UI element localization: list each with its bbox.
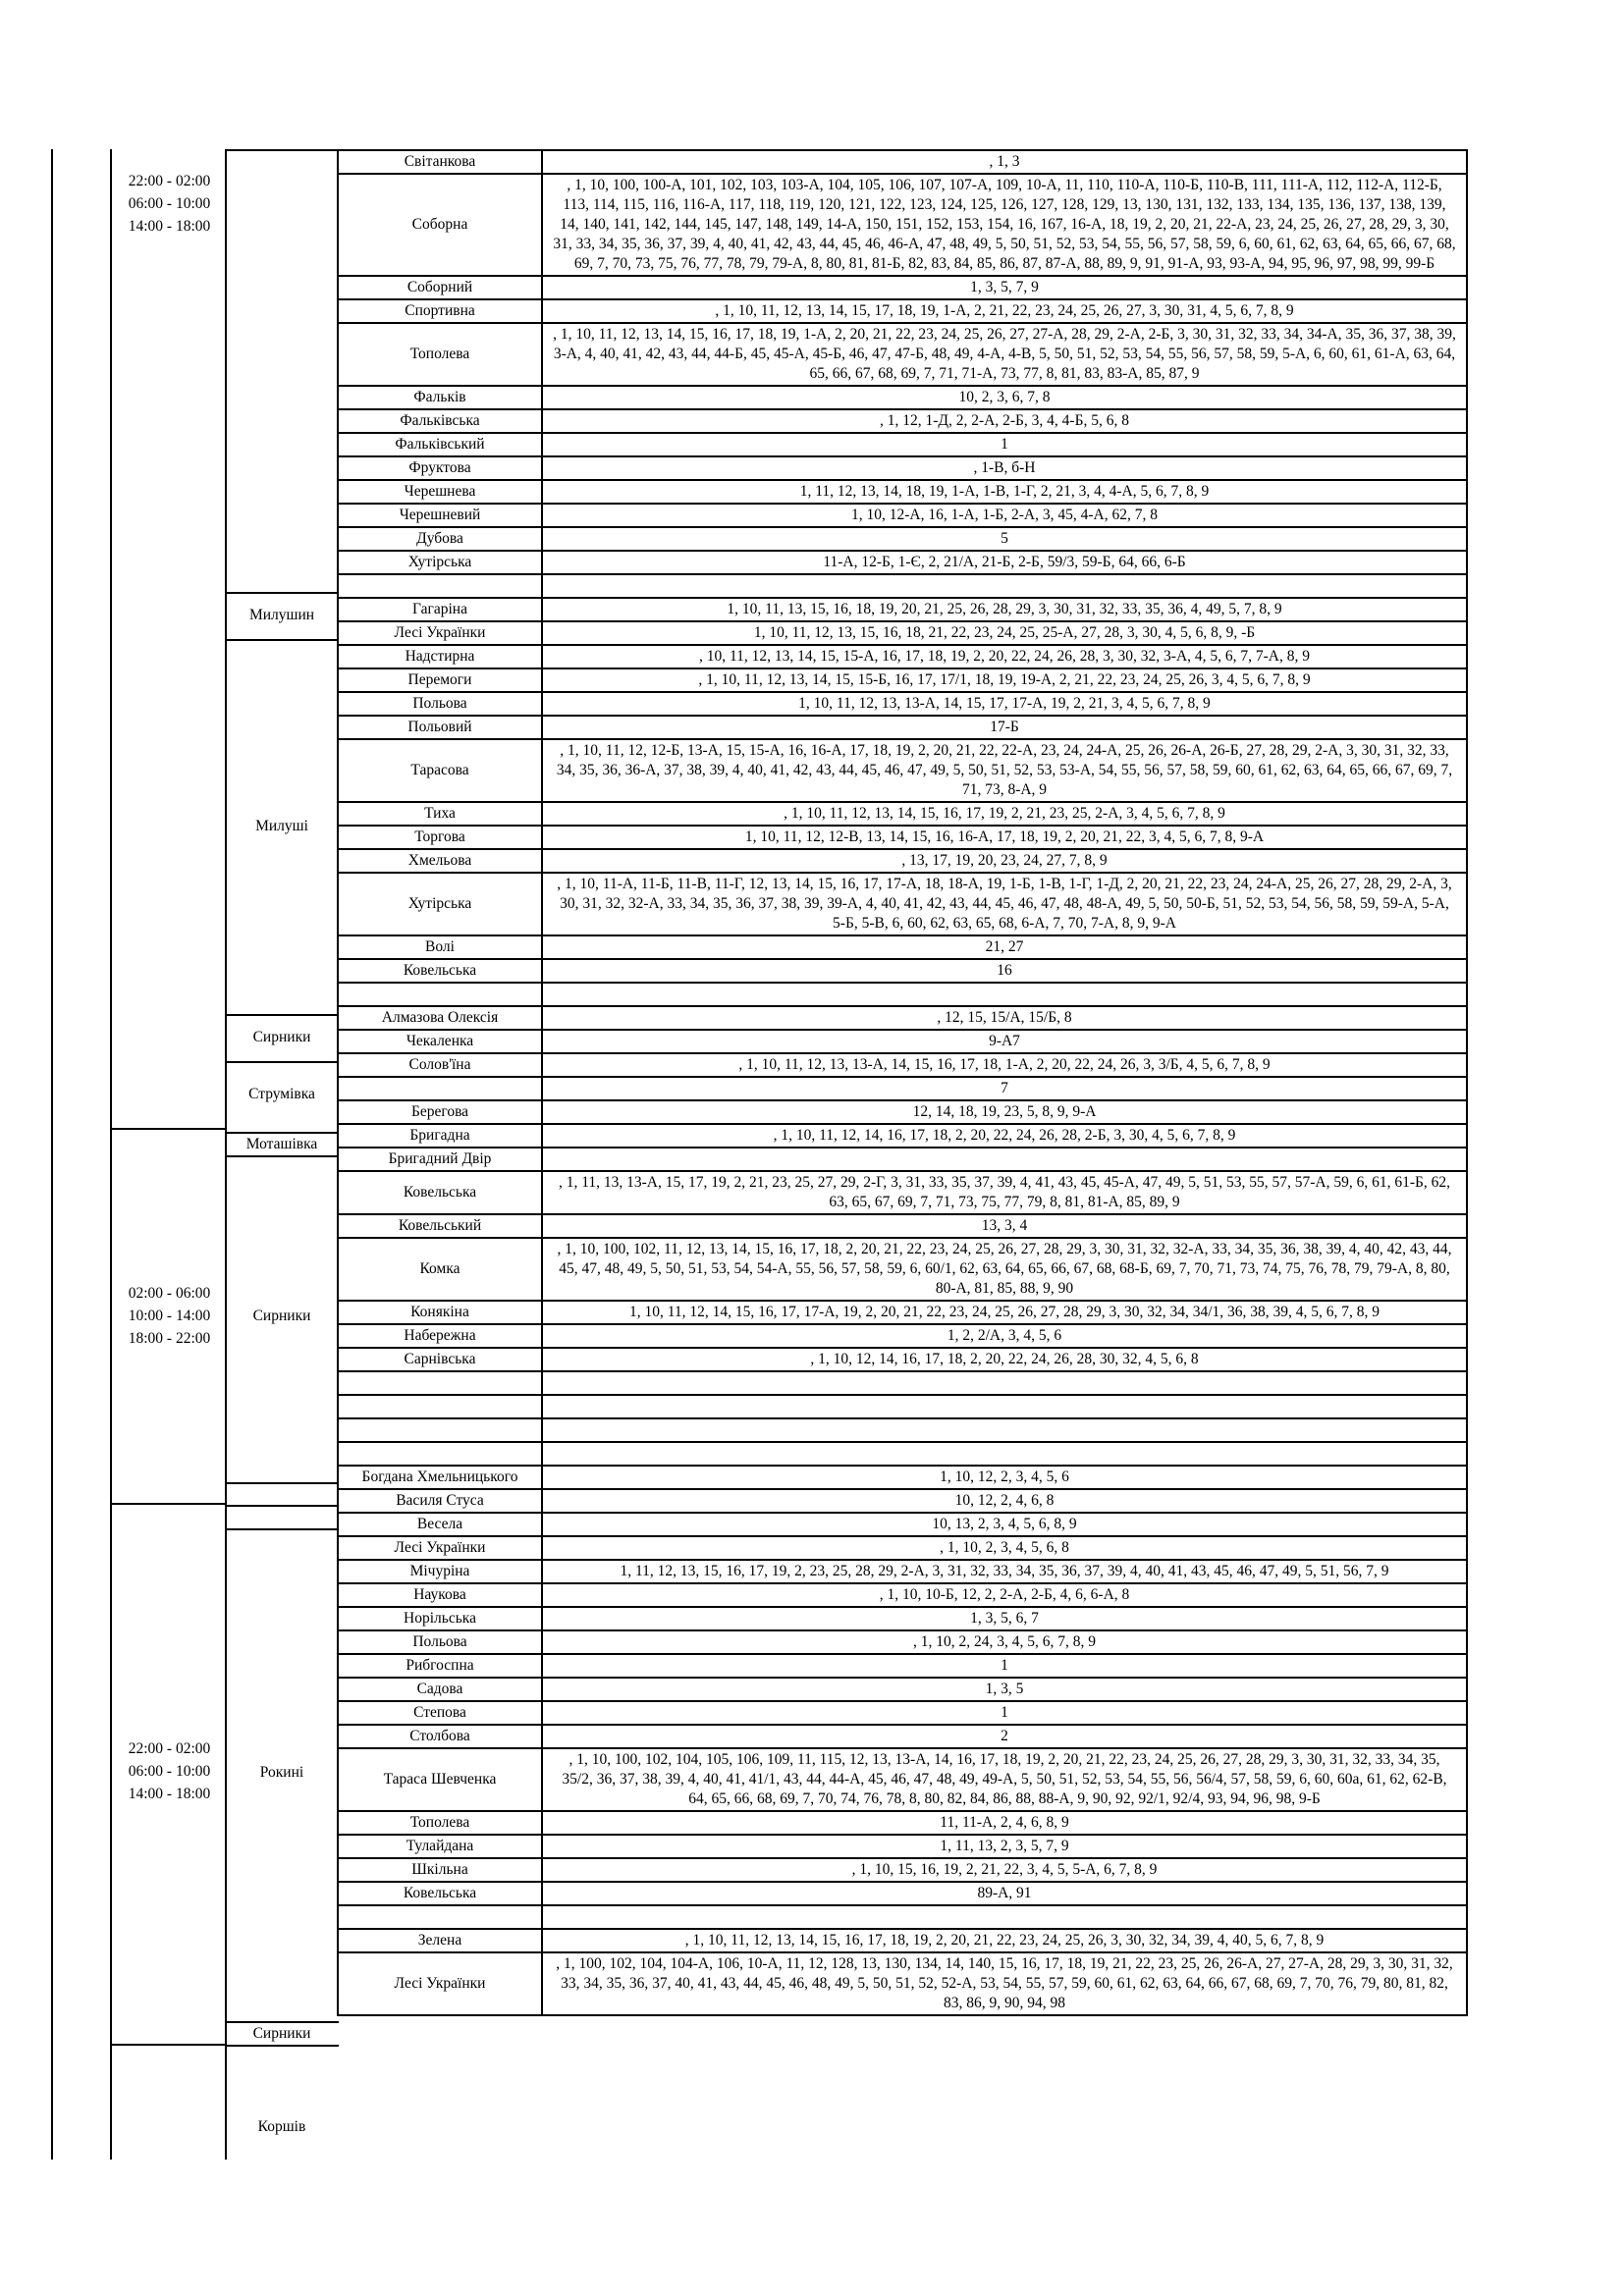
table-row xyxy=(338,739,1467,802)
houses-cell: 1, 10, 11, 13, 15, 16, 18, 19, 20, 21, 25, 26, 28, 29, 3, 30, 31, 32, 33, 35, 36, 4, 49, 5, 7, 8, 9 xyxy=(542,598,1467,621)
table-row xyxy=(338,849,1467,873)
settlement-label: Струмівка xyxy=(248,1086,315,1102)
table-row xyxy=(338,1124,1467,1148)
table-row xyxy=(338,1053,1467,1077)
houses-cell: , 1, 10, 100, 102, 104, 105, 106, 109, 11, 115, 12, 13, 13-А, 14, 16, 17, 18, 19, 2, 20, 21, 22, 23, 24, 25, 26, 27, 28, 29, 3, 30, 31, 32, 33, 34, 35, 35/2, 36, 37, 38, 39, 4, 40, 41, 41/1, 43, 44, 44-А, 45, 46, 47, 48, 49, 49-А, 5, 50, 51, 52, 53, 54, 55, 56, 56/4, 57, 58, 59, 6, 60, 60а, 61, 62, 62-В, 64, 65, 66, 68, 69, 7, 70, 74, 76, 78, 8, 80, 82, 84, 86, 88, 88-А, 9, 90, 92, 92/1, 92/4, 93, 94, 96, 98, 9-Б xyxy=(542,1748,1467,1811)
table-row xyxy=(338,959,1467,983)
time-slot-3: 22:00 - 02:00 06:00 - 10:00 14:00 - 18:00 xyxy=(128,1740,211,1802)
table-row xyxy=(338,1466,1467,1489)
houses-cell: 1, 3, 5, 6, 7 xyxy=(542,1607,1467,1630)
table-row xyxy=(338,386,1467,409)
street-cell: Ковельська xyxy=(338,1882,542,1905)
houses-cell: , 1, 10, 11, 12, 13, 14, 15, 16, 17, 19, 2, 21, 23, 25, 2-А, 3, 4, 5, 6, 7, 8, 9 xyxy=(542,802,1467,826)
table-row xyxy=(338,692,1467,716)
houses-cell: , 1, 10, 15, 16, 19, 2, 21, 22, 3, 4, 5, 5-А, 6, 7, 8, 9 xyxy=(542,1858,1467,1882)
table-row xyxy=(338,802,1467,826)
table-row xyxy=(338,551,1467,574)
houses-cell: 11, 11-А, 2, 4, 6, 8, 9 xyxy=(542,1811,1467,1835)
houses-cell: 21, 27 xyxy=(542,935,1467,959)
table-row xyxy=(338,1583,1467,1607)
table-row xyxy=(338,1395,1467,1418)
table-row xyxy=(338,1607,1467,1630)
street-cell: Хутірська xyxy=(338,551,542,574)
group-separator-3 xyxy=(110,2044,227,2046)
table-row xyxy=(338,1513,1467,1536)
houses-cell: 1, 11, 12, 13, 14, 18, 19, 1-А, 1-В, 1-Г, 2, 21, 3, 4, 4-А, 5, 6, 7, 8, 9 xyxy=(542,480,1467,504)
street-cell: Польова xyxy=(338,692,542,716)
street-cell: Тарасова xyxy=(338,739,542,802)
street-cell: Дубова xyxy=(338,527,542,551)
street-cell: Лесі Українки xyxy=(338,1536,542,1560)
street-cell xyxy=(338,1905,542,1929)
loc-sep xyxy=(225,1155,339,1157)
group-left-line xyxy=(110,149,112,2160)
houses-cell: , 1, 10, 2, 3, 4, 5, 6, 8 xyxy=(542,1536,1467,1560)
houses-cell: , 1, 3 xyxy=(542,150,1467,174)
table-row xyxy=(338,1301,1467,1324)
houses-cell: 5 xyxy=(542,527,1467,551)
houses-cell: , 1, 10, 10-Б, 12, 2, 2-А, 2-Б, 4, 6, 6-А, 8 xyxy=(542,1583,1467,1607)
loc-sep xyxy=(225,149,339,151)
houses-cell: 1 xyxy=(542,1701,1467,1725)
houses-cell: 1, 10, 11, 12, 12-В, 13, 14, 15, 16, 16-А, 17, 18, 19, 2, 20, 21, 22, 3, 4, 5, 6, 7, 8, 9-А xyxy=(542,826,1467,849)
table-row xyxy=(338,983,1467,1006)
street-cell: Тиха xyxy=(338,802,542,826)
houses-cell: 11-А, 12-Б, 1-Є, 2, 21/А, 21-Б, 2-Б, 59/3, 59-Б, 64, 66, 6-Б xyxy=(542,551,1467,574)
table-row xyxy=(338,1811,1467,1835)
loc-sep xyxy=(225,1061,339,1063)
houses-cell: 10, 13, 2, 3, 4, 5, 6, 8, 9 xyxy=(542,1513,1467,1536)
houses-cell: 17-Б xyxy=(542,716,1467,739)
houses-cell: , 1, 12, 1-Д, 2, 2-А, 2-Б, 3, 4, 4-Б, 5, 6, 8 xyxy=(542,409,1467,433)
settlement-label: Коршів xyxy=(257,2118,306,2135)
street-cell: Надстирна xyxy=(338,645,542,668)
table-row xyxy=(338,935,1467,959)
table-row xyxy=(338,1748,1467,1811)
street-cell: Сарнівська xyxy=(338,1348,542,1371)
street-cell xyxy=(338,983,542,1006)
street-cell: Світанкова xyxy=(338,150,542,174)
houses-cell: 16 xyxy=(542,959,1467,983)
houses-cell: , 1-В, б-Н xyxy=(542,456,1467,480)
houses-cell: 1, 10, 11, 12, 14, 15, 16, 17, 17-А, 19, 2, 20, 21, 22, 23, 24, 25, 26, 27, 28, 29, 3, 30, 32, 34, 34/1, 36, 38, 39, 4, 5, 6, 7, 8, 9 xyxy=(542,1301,1467,1324)
street-cell: Садова xyxy=(338,1678,542,1701)
table-row xyxy=(338,1006,1467,1030)
table-row xyxy=(338,409,1467,433)
street-cell: Весела xyxy=(338,1513,542,1536)
settlement-label: Милушин xyxy=(248,607,315,623)
houses-cell xyxy=(542,1418,1467,1442)
street-cell: Рибгоспна xyxy=(338,1654,542,1678)
table-row xyxy=(338,1238,1467,1301)
street-cell: Комка xyxy=(338,1238,542,1301)
street-cell: Торгова xyxy=(338,826,542,849)
table-row xyxy=(338,323,1467,386)
street-cell: Соборний xyxy=(338,276,542,299)
table-row xyxy=(338,1442,1467,1466)
houses-cell: , 1, 10, 12, 14, 16, 17, 18, 2, 20, 22, 24, 26, 28, 30, 32, 4, 5, 6, 8 xyxy=(542,1348,1467,1371)
houses-cell: 1, 11, 13, 2, 3, 5, 7, 9 xyxy=(542,1835,1467,1858)
houses-cell: 89-А, 91 xyxy=(542,1882,1467,1905)
street-cell: Фруктова xyxy=(338,456,542,480)
houses-cell: 10, 2, 3, 6, 7, 8 xyxy=(542,386,1467,409)
street-cell: Солов'їна xyxy=(338,1053,542,1077)
street-cell: Шкільна xyxy=(338,1858,542,1882)
street-cell: Ковельська xyxy=(338,1171,542,1214)
houses-cell: , 13, 17, 19, 20, 23, 24, 27, 7, 8, 9 xyxy=(542,849,1467,873)
houses-cell: 1, 2, 2/А, 3, 4, 5, 6 xyxy=(542,1324,1467,1348)
table-row xyxy=(338,480,1467,504)
table-row xyxy=(338,1701,1467,1725)
houses-cell xyxy=(542,1395,1467,1418)
street-cell: Набережна xyxy=(338,1324,542,1348)
houses-cell: 1, 10, 12-А, 16, 1-А, 1-Б, 2-А, 3, 45, 4-А, 62, 7, 8 xyxy=(542,504,1467,527)
table-row xyxy=(338,1536,1467,1560)
houses-cell: 10, 12, 2, 4, 6, 8 xyxy=(542,1489,1467,1513)
loc-sep xyxy=(225,592,339,594)
houses-cell: , 1, 10, 11, 12, 14, 16, 17, 18, 2, 20, 22, 24, 26, 28, 2-Б, 3, 30, 4, 5, 6, 7, 8, 9 xyxy=(542,1124,1467,1148)
group-separator-1 xyxy=(110,1128,227,1130)
table-row xyxy=(338,1214,1467,1238)
street-cell xyxy=(338,574,542,598)
houses-cell: , 1, 10, 11, 12, 12-Б, 13-А, 15, 15-А, 16, 16-А, 17, 18, 19, 2, 20, 21, 22, 22-А, 23, 24, 24-А, 25, 26, 26-А, 26-Б, 27, 28, 29, 2-А, 3, 30, 31, 32, 33, 34, 35, 36, 36-А, 37, 38, 39, 4, 40, 41, 42, 43, 44, 45, 46, 47, 49, 5, 50, 51, 52, 53, 53-А, 54, 55, 56, 57, 58, 59, 60, 61, 62, 63, 64, 65, 66, 67, 69, 7, 71, 73, 8-А, 9 xyxy=(542,739,1467,802)
table-row xyxy=(338,1100,1467,1124)
settlement-label: Сирники xyxy=(252,2025,311,2042)
table-row xyxy=(338,433,1467,456)
houses-cell: 1, 10, 12, 2, 3, 4, 5, 6 xyxy=(542,1466,1467,1489)
houses-cell xyxy=(542,1442,1467,1466)
street-cell xyxy=(338,1395,542,1418)
street-cell: Польова xyxy=(338,1630,542,1654)
houses-cell: 12, 14, 18, 19, 23, 5, 8, 9, 9-А xyxy=(542,1100,1467,1124)
group-separator-2 xyxy=(110,1503,227,1505)
street-cell: Хутірська xyxy=(338,873,542,935)
houses-cell: , 1, 10, 11, 12, 13, 13-А, 14, 15, 16, 17, 18, 1-А, 2, 20, 22, 24, 26, 3, 3/Б, 4, 5, 6, 7, 8, 9 xyxy=(542,1053,1467,1077)
street-cell: Бригадна xyxy=(338,1124,542,1148)
loc-sep xyxy=(225,639,339,641)
table-row xyxy=(338,1725,1467,1748)
time-slot-1: 22:00 - 02:00 06:00 - 10:00 14:00 - 18:00 xyxy=(128,173,211,235)
houses-cell: , 1, 10, 11, 12, 13, 14, 15, 16, 17, 18, 19, 2, 20, 21, 22, 23, 24, 25, 26, 3, 30, 32, 34, 39, 4, 40, 5, 6, 7, 8, 9 xyxy=(542,1929,1467,1952)
houses-cell: , 1, 10, 11, 12, 13, 14, 15, 15-Б, 16, 17, 17/1, 18, 19, 19-А, 2, 21, 22, 23, 24, 25, 26, 3, 4, 5, 6, 7, 8, 9 xyxy=(542,668,1467,692)
street-cell: Василя Стуса xyxy=(338,1489,542,1513)
houses-cell: , 10, 11, 12, 13, 14, 15, 15-А, 16, 17, 18, 19, 2, 20, 22, 24, 26, 28, 3, 30, 32, 3-А, 4, 5, 6, 7, 7-А, 8, 9 xyxy=(542,645,1467,668)
settlement-label: Моташівка xyxy=(245,1136,318,1152)
settlement-label: Сирники xyxy=(252,1029,311,1045)
houses-cell: , 1, 10, 2, 24, 3, 4, 5, 6, 7, 8, 9 xyxy=(542,1630,1467,1654)
houses-cell: , 1, 10, 100, 100-А, 101, 102, 103, 103-А, 104, 105, 106, 107, 107-А, 109, 10-А, 11, 110, 110-А, 110-Б, 110-В, 111, 111-А, 112, 112-А, 112-Б, 113, 114, 115, 116, 116-А, 117, 118, 119, 120, 121, 122, 123, 124, 125, 126, 127, 128, 129, 13, 130, 131, 132, 133, 134, 135, 136, 137, 138, 139, 14, 140, 141, 142, 144, 145, 147, 148, 149, 14-А, 150, 151, 152, 153, 154, 16, 167, 16-А, 18, 19, 2, 20, 21, 22-А, 23, 24, 25, 26, 27, 28, 29, 3, 30, 31, 33, 34, 35, 36, 37, 39, 4, 40, 41, 42, 43, 44, 45, 46, 46-А, 47, 48, 49, 5, 50, 51, 52, 53, 54, 55, 56, 57, 58, 59, 6, 60, 61, 62, 63, 64, 65, 66, 67, 68, 69, 7, 70, 73, 75, 76, 77, 78, 79, 79-А, 8, 80, 81, 81-Б, 82, 83, 84, 85, 86, 87, 87-А, 88, 89, 9, 91, 91-А, 93, 93-А, 94, 95, 96, 97, 98, 99, 99-Б xyxy=(542,174,1467,276)
table-row xyxy=(338,1077,1467,1100)
houses-cell: 13, 3, 4 xyxy=(542,1214,1467,1238)
loc-sep xyxy=(225,1482,339,1484)
table-row xyxy=(338,174,1467,276)
table-row xyxy=(338,299,1467,323)
houses-cell: , 1, 10, 11-А, 11-Б, 11-В, 11-Г, 12, 13, 14, 15, 16, 17, 17-А, 18, 18-А, 19, 1-Б, 1-В, 1-Г, 1-Д, 2, 20, 21, 22, 23, 24, 24-А, 25, 26, 27, 28, 29, 2-А, 3, 30, 31, 32, 32-А, 33, 34, 35, 36, 37, 38, 39, 39-А, 4, 40, 41, 42, 43, 44, 45, 46, 47, 48, 48-А, 49, 5, 50, 50-Б, 51, 52, 53, 54, 56, 58, 59, 59-А, 5-А, 5-Б, 5-В, 6, 60, 62, 63, 65, 68, 6-А, 7, 70, 7-А, 8, 9, 9-А xyxy=(542,873,1467,935)
table-row xyxy=(338,1678,1467,1701)
street-cell: Мічуріна xyxy=(338,1560,542,1583)
street-cell: Соборна xyxy=(338,174,542,276)
houses-cell xyxy=(542,1148,1467,1171)
table-row xyxy=(338,826,1467,849)
street-cell: Ковельський xyxy=(338,1214,542,1238)
houses-cell: 1, 10, 11, 12, 13, 15, 16, 18, 21, 22, 23, 24, 25, 25-А, 27, 28, 3, 30, 4, 5, 6, 8, 9, -Б xyxy=(542,621,1467,645)
table-row xyxy=(338,1882,1467,1905)
table-row xyxy=(338,1324,1467,1348)
table-row xyxy=(338,1654,1467,1678)
street-cell: Тополева xyxy=(338,323,542,386)
table-row xyxy=(338,456,1467,480)
street-cell: Степова xyxy=(338,1701,542,1725)
street-cell xyxy=(338,1371,542,1395)
settlement-label: Сирники xyxy=(252,1308,311,1324)
street-cell: Черешневий xyxy=(338,504,542,527)
street-cell: Тополева xyxy=(338,1811,542,1835)
loc-sep xyxy=(225,1528,339,1530)
houses-cell: , 1, 10, 11, 12, 13, 14, 15, 16, 17, 18, 19, 1-А, 2, 20, 21, 22, 23, 24, 25, 26, 27, 27-А, 28, 29, 2-А, 2-Б, 3, 30, 31, 32, 33, 34, 34-А, 35, 36, 37, 38, 39, 3-А, 4, 40, 41, 42, 43, 44, 44-Б, 45, 45-А, 45-Б, 46, 47, 47-Б, 48, 49, 4-А, 4-В, 5, 50, 51, 52, 53, 54, 55, 56, 57, 58, 59, 5-А, 6, 60, 61, 61-А, 63, 64, 65, 66, 67, 68, 69, 7, 71, 71-А, 73, 77, 8, 81, 83, 83-А, 85, 87, 9 xyxy=(542,323,1467,386)
houses-cell: 1 xyxy=(542,433,1467,456)
houses-cell: 2 xyxy=(542,1725,1467,1748)
houses-cell: 1 xyxy=(542,1654,1467,1678)
loc-sep xyxy=(225,1505,339,1507)
street-cell: Тараса Шевченка xyxy=(338,1748,542,1811)
houses-cell: , 1, 100, 102, 104, 104-А, 106, 10-А, 11, 12, 128, 13, 130, 134, 14, 140, 15, 16, 17, 18, 19, 21, 22, 23, 25, 26, 26-А, 27, 27-А, 28, 29, 3, 30, 31, 32, 33, 34, 35, 36, 37, 40, 41, 43, 44, 45, 46, 48, 49, 5, 50, 51, 52, 52-А, 53, 54, 55, 57, 59, 60, 61, 62, 63, 64, 66, 67, 68, 69, 7, 70, 76, 79, 80, 81, 82, 83, 86, 9, 90, 94, 98 xyxy=(542,1952,1467,2015)
street-cell: Наукова xyxy=(338,1583,542,1607)
street-cell: Спортивна xyxy=(338,299,542,323)
table-row xyxy=(338,527,1467,551)
table-row xyxy=(338,1418,1467,1442)
houses-cell xyxy=(542,574,1467,598)
street-cell: Польовий xyxy=(338,716,542,739)
houses-cell: 1, 10, 11, 12, 13, 13-А, 14, 15, 17, 17-А, 19, 2, 21, 3, 4, 5, 6, 7, 8, 9 xyxy=(542,692,1467,716)
street-cell: Богдана Хмельницького xyxy=(338,1466,542,1489)
table-row xyxy=(338,1371,1467,1395)
table-row xyxy=(338,1929,1467,1952)
houses-cell xyxy=(542,983,1467,1006)
table-row xyxy=(338,873,1467,935)
table-row xyxy=(338,1171,1467,1214)
street-cell xyxy=(338,1077,542,1100)
street-cell: Фальків xyxy=(338,386,542,409)
street-cell: Гагаріна xyxy=(338,598,542,621)
houses-cell: 7 xyxy=(542,1077,1467,1100)
street-cell: Лесі Українки xyxy=(338,1952,542,2015)
table-row xyxy=(338,504,1467,527)
houses-cell xyxy=(542,1905,1467,1929)
table-row xyxy=(338,598,1467,621)
houses-cell: 1, 3, 5, 7, 9 xyxy=(542,276,1467,299)
street-cell: Столбова xyxy=(338,1725,542,1748)
street-cell xyxy=(338,1418,542,1442)
houses-cell: , 1, 11, 13, 13-А, 15, 17, 19, 2, 21, 23, 25, 27, 29, 2-Г, 3, 31, 33, 35, 37, 39, 4, 41, 43, 45, 45-А, 47, 49, 5, 51, 53, 55, 57, 57-А, 59, 6, 61, 61-Б, 62, 63, 65, 67, 69, 7, 71, 73, 75, 77, 79, 8, 81, 81-А, 85, 89, 9 xyxy=(542,1171,1467,1214)
street-cell: Тулайдана xyxy=(338,1835,542,1858)
table-row xyxy=(338,1630,1467,1654)
street-cell: Перемоги xyxy=(338,668,542,692)
street-cell: Хмельова xyxy=(338,849,542,873)
houses-cell xyxy=(542,1371,1467,1395)
table-row xyxy=(338,645,1467,668)
left-margin-line xyxy=(51,149,53,2160)
street-cell: Берегова xyxy=(338,1100,542,1124)
schedule-table xyxy=(337,149,1468,2016)
settlement-label: Рокині xyxy=(259,1764,304,1781)
loc-sep xyxy=(225,1014,339,1016)
table-row xyxy=(338,1952,1467,2015)
table-row xyxy=(338,1489,1467,1513)
time-slot-2: 02:00 - 06:00 10:00 - 14:00 18:00 - 22:00 xyxy=(128,1285,211,1347)
table-row xyxy=(338,1148,1467,1171)
table-row xyxy=(338,574,1467,598)
table-row xyxy=(338,1905,1467,1929)
houses-cell: , 1, 10, 100, 102, 11, 12, 13, 14, 15, 16, 17, 18, 2, 20, 21, 22, 23, 24, 25, 26, 27, 28, 29, 3, 30, 31, 32, 32-А, 33, 34, 35, 36, 38, 39, 4, 40, 42, 43, 44, 45, 47, 48, 49, 5, 50, 51, 53, 54, 54-А, 55, 56, 57, 58, 59, 6, 60/1, 62, 63, 64, 65, 66, 67, 68, 68-Б, 69, 7, 70, 71, 73, 74, 75, 76, 78, 79, 79-А, 8, 80, 80-А, 81, 85, 88, 9, 90 xyxy=(542,1238,1467,1301)
table-row xyxy=(338,1348,1467,1371)
houses-cell: , 1, 10, 11, 12, 13, 14, 15, 17, 18, 19, 1-А, 2, 21, 22, 23, 24, 25, 26, 27, 3, 30, 31, 4, 5, 6, 7, 8, 9 xyxy=(542,299,1467,323)
settlement-label: Милуші xyxy=(255,818,308,834)
table-row xyxy=(338,621,1467,645)
houses-cell: 9-А7 xyxy=(542,1030,1467,1053)
street-cell: Зелена xyxy=(338,1929,542,1952)
street-cell: Фальківська xyxy=(338,409,542,433)
street-cell xyxy=(338,1442,542,1466)
street-cell: Ковельська xyxy=(338,959,542,983)
street-cell: Черешнева xyxy=(338,480,542,504)
street-cell: Конякіна xyxy=(338,1301,542,1324)
street-cell: Волі xyxy=(338,935,542,959)
street-cell: Бригадний Двір xyxy=(338,1148,542,1171)
street-cell: Чекаленка xyxy=(338,1030,542,1053)
table-row xyxy=(338,1858,1467,1882)
table-row xyxy=(338,1030,1467,1053)
houses-cell: 1, 11, 12, 13, 15, 16, 17, 19, 2, 23, 25, 28, 29, 2-А, 3, 31, 32, 33, 34, 35, 36, 37, 39, 4, 40, 41, 43, 45, 46, 47, 49, 5, 51, 56, 7, 9 xyxy=(542,1560,1467,1583)
table-row xyxy=(338,716,1467,739)
street-cell: Алмазова Олексія xyxy=(338,1006,542,1030)
table-row xyxy=(338,668,1467,692)
street-cell: Фальківський xyxy=(338,433,542,456)
table-row xyxy=(338,276,1467,299)
houses-cell: 1, 3, 5 xyxy=(542,1678,1467,1701)
street-cell: Норільська xyxy=(338,1607,542,1630)
table-row xyxy=(338,150,1467,174)
houses-cell: , 12, 15, 15/А, 15/Б, 8 xyxy=(542,1006,1467,1030)
table-row xyxy=(338,1835,1467,1858)
table-row xyxy=(338,1560,1467,1583)
street-cell: Лесі Українки xyxy=(338,621,542,645)
loc-sep xyxy=(225,2045,339,2047)
